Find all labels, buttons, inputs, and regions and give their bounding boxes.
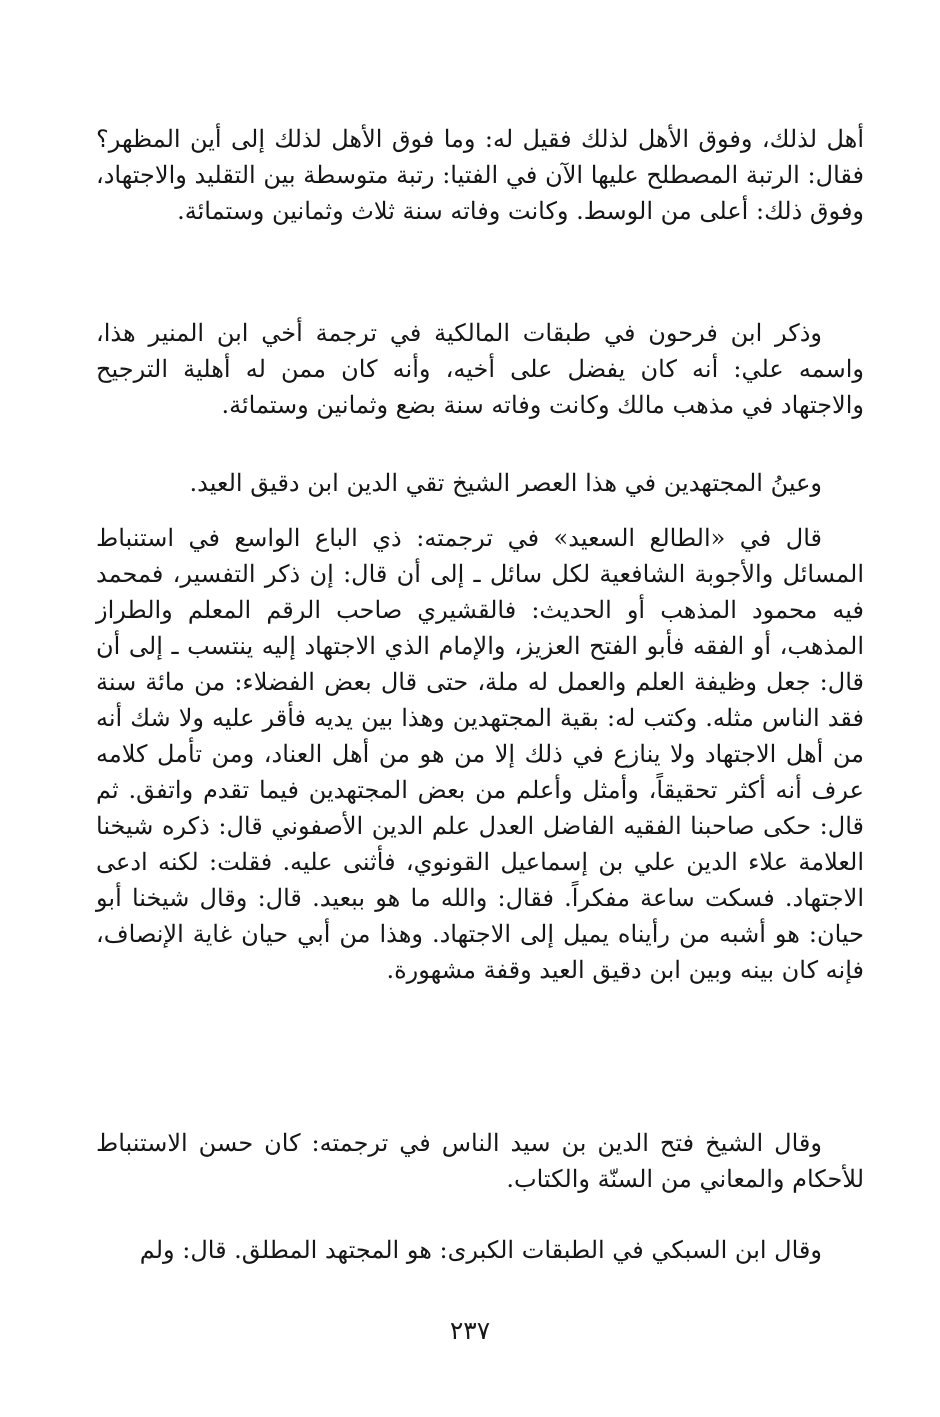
paragraph-ibn-sayyid-al-nas: وقال الشيخ فتح الدين بن سيد الناس في ترجمته: كان حسن الاستنباط للأحكام والمعاني من السنّة والكتاب. [96,1129,864,1193]
paragraph-ibn-daqiq-intro: وعينُ المجتهدين في هذا العصر الشيخ تقي الدين ابن دقيق العيد. [189,469,822,497]
paragraph-continuation: أهل لذلك، وفوق الأهل لذلك فقيل له: وما فوق الأهل لذلك إلى أين المظهر؟ فقال: الرتبة المصطلح عليها الآن في الفتيا: رتبة متوسطة بين التقليد والاجتهاد، وفوق ذلك: أعلى من الوسط. وكانت وفاته سنة ثلاث وثمانين وستمائة. [96,125,864,225]
paragraph-al-tali-al-said: قال في «الطالع السعيد» في ترجمته: ذي الباع الواسع في استنباط المسائل والأجوبة الشافعية لكل سائل ـ إلى أن قال: إن ذكر التفسير، فمحمد فيه محمود المذهب أو الحديث: فالقشيري صاحب الرقم المعلم والطراز المذهب، أو الفقه فأبو الفتح العزيز، والإمام الذي الاجتهاد إليه ينتسب ـ إلى أن قال: جعل وظيفة العلم والعمل له ملة، حتى قال بعض الفضلاء: من مائة سنة فقد الناس مثله. وكتب له: بقية المجتهدين وهذا بين يديه فأقر عليه ولا شك أنه من أهل الاجتهاد ولا ينازع في ذلك إلا من هو من أهل العناد، ومن تأمل كلامه عرف أنه أكثر تحقيقاً، وأمثل وأعلم من بعض المجتهدين فيما تقدم واتفق. ثم قال: حكى صاحبنا الفقيه الفاضل العدل علم الدين الأصفوني قال: ذكره شيخنا العلامة علاء الدين علي بن إسماعيل القونوي، فأثنى عليه. فقلت: لكنه ادعى الاجتهاد. فسكت ساعة مفكراً. فقال: والله ما هو ببعيد. قال: وقال شيخنا أبو حيان: هو أشبه من رأيناه يميل إلى الاجتهاد. وهذا من أبي حيان غاية الإنصاف، فإنه كان بينه وبين ابن دقيق العيد وقفة مشهورة. [96,524,864,984]
paragraph-ibn-farhun: وذكر ابن فرحون في طبقات المالكية في ترجمة أخي ابن المنير هذا، واسمه علي: أنه كان يفضل على أخيه، وأنه كان ممن له أهلية الترجيح والاجتهاد في مذهب مالك وكانت وفاته سنة بضع وثمانين وستمائة. [96,319,864,419]
page-number: ٢٣٧ [449,1316,491,1345]
paragraph-ibn-al-subki: وقال ابن السبكي في الطبقات الكبرى: هو المجتهد المطلق. قال: ولم [139,1236,822,1264]
